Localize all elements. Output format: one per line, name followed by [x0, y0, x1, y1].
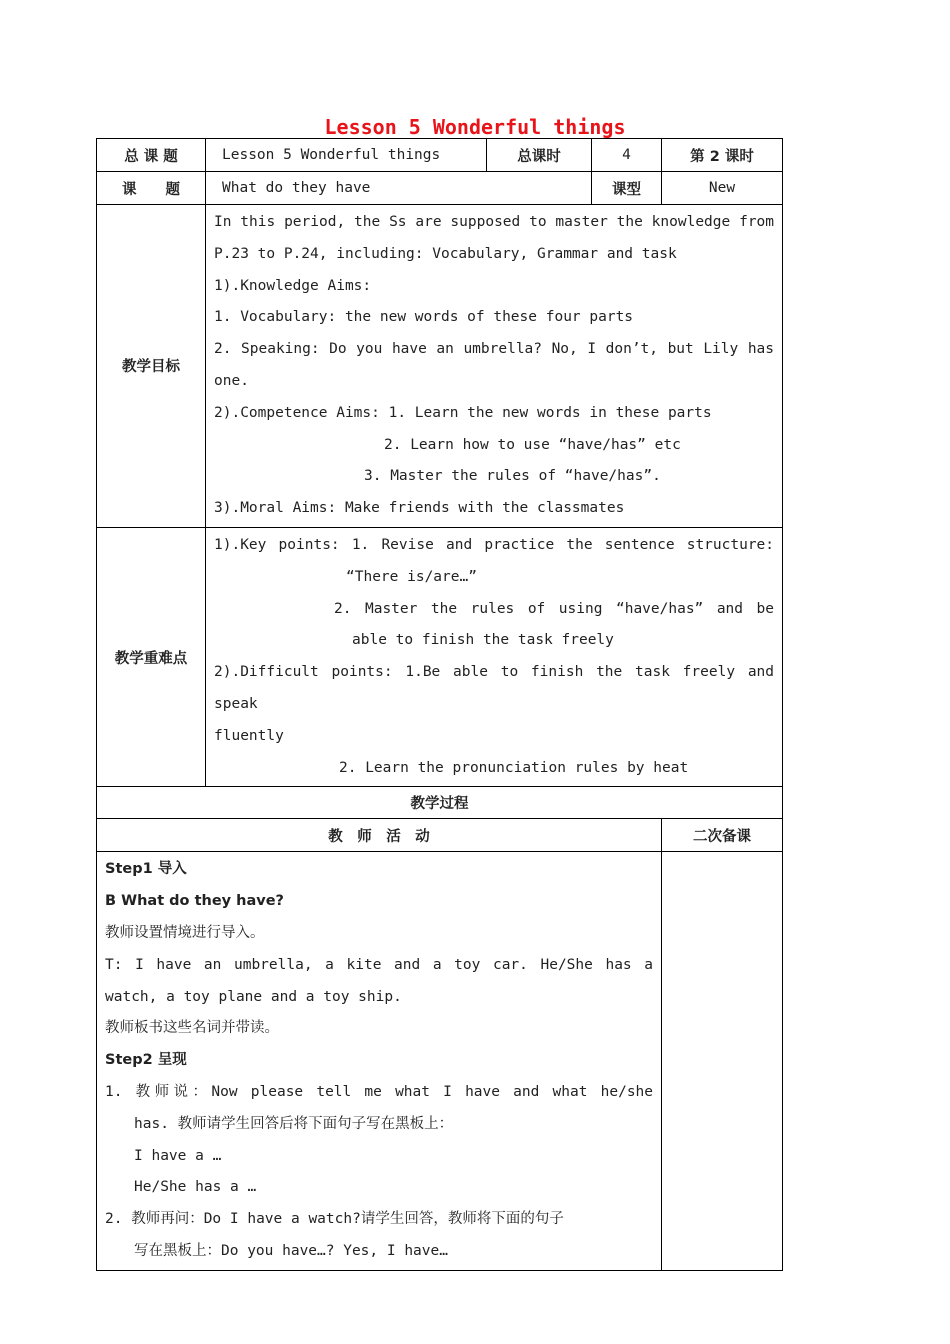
- objectives-content: [206, 205, 783, 528]
- topic-label: 总 课 题: [97, 139, 206, 172]
- teacher-activity-content: [97, 852, 662, 1270]
- activity-line: 1. 教师说：Now please tell me what I have and what he/she: [105, 1083, 654, 1100]
- lesson-type-value: New: [662, 172, 783, 205]
- keypoints-row: [97, 527, 783, 786]
- objective-line: 3. Master the rules of “have/has”.: [364, 468, 661, 485]
- step-heading: Step1 导入: [105, 861, 187, 878]
- activity-line: 写在黑板上：Do you have…? Yes, I have…: [134, 1242, 448, 1259]
- total-periods-value: 4: [592, 139, 662, 172]
- total-periods-label: 总课时: [487, 139, 592, 172]
- objective-line: In this period, the Ss are supposed to master the knowledge from: [214, 214, 775, 230]
- period-number: 第 2 课时: [662, 139, 783, 172]
- lesson-type-label: 课型: [592, 172, 662, 205]
- objective-line: 2. Learn how to use “have/has” etc: [384, 436, 681, 453]
- activity-line: 2. 教师再问：Do I have a watch?请学生回答，教师将下面的句子: [105, 1211, 564, 1228]
- subject-value: What do they have: [206, 172, 592, 205]
- subject-label: 课 题: [97, 172, 206, 205]
- objective-line: 2. Speaking: Do you have an umbrella? No, I don’t, but Lily has: [214, 341, 775, 358]
- keypoints-content: [206, 527, 783, 786]
- keypoint-line: 2).Difficult points: 1.Be able to finish the task freely and speak: [214, 664, 775, 712]
- keypoint-line: 2. Master the rules of using “have/has” and be: [334, 600, 775, 617]
- keypoint-line: fluently: [214, 727, 284, 744]
- subject-row: [97, 172, 783, 205]
- topic-value: Lesson 5 Wonderful things: [206, 139, 487, 172]
- second-preparation-header: 二次备课: [662, 819, 783, 852]
- objective-line: 1. Vocabulary: the new words of these four parts: [214, 309, 634, 326]
- objectives-row: [97, 205, 783, 528]
- activity-line: I have a …: [134, 1147, 222, 1164]
- second-preparation-cell: [662, 852, 783, 1270]
- keypoint-line: able to finish the task freely: [352, 632, 614, 649]
- activity-line: T: I have an umbrella, a kite and a toy car. He/She has a: [105, 956, 654, 973]
- objectives-label: 教学目标: [97, 205, 206, 528]
- objective-line: 2).Competence Aims: 1. Learn the new words in these parts: [214, 404, 712, 421]
- lesson-plan-table: [96, 138, 783, 1271]
- step-heading: Step2 呈现: [105, 1052, 187, 1069]
- keypoint-line: 2. Learn the pronunciation rules by heat: [339, 759, 689, 776]
- objective-line: P.23 to P.24, including: Vocabulary, Grammar and task: [214, 245, 677, 262]
- objective-line: one.: [214, 372, 249, 389]
- activity-line: has. 教师请学生回答后将下面句子写在黑板上：: [134, 1115, 454, 1132]
- teacher-activity-header: 教 师 活 动: [97, 819, 662, 852]
- document-title: Lesson 5 Wonderful things: [324, 115, 626, 139]
- process-heading: 教学过程: [97, 787, 783, 819]
- activity-line: 教师板书这些名词并带读。: [105, 1020, 279, 1037]
- keypoint-line: “There is/are…”: [346, 568, 477, 585]
- process-columns-row: [97, 819, 783, 852]
- objective-line: 3).Moral Aims: Make friends with the classmates: [214, 500, 625, 517]
- activity-line: He/She has a …: [134, 1179, 257, 1196]
- activity-line: watch, a toy plane and a toy ship.: [105, 988, 402, 1005]
- process-content-row: [97, 852, 783, 1270]
- topic-row: [97, 139, 783, 172]
- activity-line: B What do they have?: [105, 893, 284, 910]
- activity-line: 教师设置情境进行导入。: [105, 924, 265, 941]
- keypoints-label: 教学重难点: [97, 527, 206, 786]
- keypoint-line: 1).Key points: 1. Revise and practice the sentence structure:: [214, 536, 775, 553]
- process-heading-row: [97, 787, 783, 819]
- objective-line: 1).Knowledge Aims:: [214, 277, 372, 294]
